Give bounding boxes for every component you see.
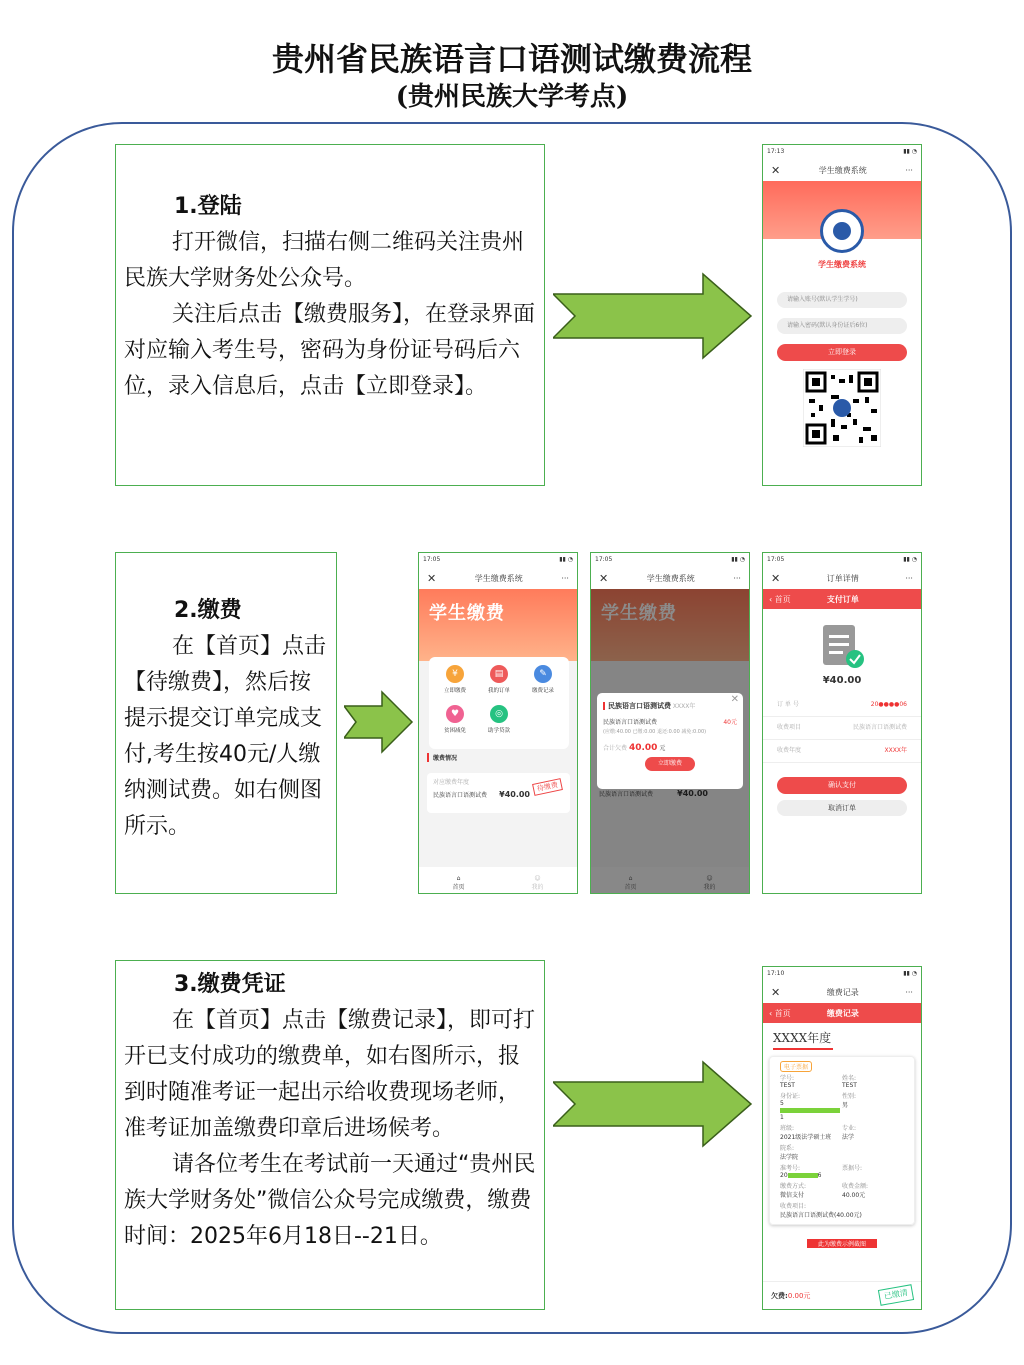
total-amount: 40.00 [628, 743, 658, 753]
heart-icon: ♥ [446, 705, 464, 723]
pending-fee-card[interactable] [427, 773, 570, 813]
fee-item: 民族语言口语测试费 [433, 792, 488, 799]
owe-value: 0.00元 [787, 1292, 811, 1300]
step-3-box [115, 960, 545, 1310]
phone-home-screenshot [418, 552, 578, 894]
tab-mine[interactable]: ☺ 我的 [498, 867, 577, 893]
fee-amount: ¥40.00 [499, 790, 530, 799]
close-icon[interactable]: ✕ [599, 571, 609, 585]
menu-poverty-relief[interactable]: ♥ 贫困减免 [433, 703, 477, 743]
order-row: 收费项目 民族语言口语测试费 [763, 717, 921, 740]
menu-student-loan[interactable]: ◎ 助学贷款 [477, 703, 521, 743]
popup-item: 民族语言口语测试费 [603, 719, 658, 726]
ticket-tag: 电子票据 [780, 1061, 812, 1072]
status-icons: ▮▮ ◔ [903, 970, 917, 977]
popup-year: XXXX年 [672, 703, 696, 710]
nav-title: 缴费记录 [826, 987, 859, 997]
tab-bar [591, 867, 749, 893]
home-menu [429, 657, 569, 749]
logo-inner-icon [833, 222, 851, 240]
more-icon[interactable]: ··· [561, 573, 569, 583]
tab-mine[interactable]: ☺ 我的 [670, 867, 749, 893]
cancel-order-button[interactable]: 取消订单 [777, 800, 907, 816]
receipt-row: 准考号: 20 6 票据号: [780, 1165, 863, 1179]
redaction-bar [788, 1173, 818, 1178]
phone-login-screenshot [762, 144, 922, 486]
status-icons: ▮▮ ◔ [731, 556, 745, 563]
record-year: XXXX年度 [773, 1031, 832, 1045]
home-icon: ⌂ [456, 875, 461, 882]
step-2-para-1: 在【首页】点击【待缴费】，然后按提示提交订单完成支付,考生按40元/人缴纳测试费。如右侧图所示。 [124, 634, 327, 839]
fee-row-bg: 民族语言口语测试费 ¥40.00 [599, 789, 708, 798]
pending-year-label: 对应缴费年度 [433, 779, 470, 786]
receipt-row: 院系: 法学院 [780, 1145, 799, 1161]
close-icon[interactable]: ✕ [771, 571, 781, 585]
login-button[interactable]: 立即登录 [777, 344, 907, 361]
banner-text: 学生缴费 [601, 603, 677, 624]
pending-stamp: 待缴费 [532, 778, 563, 796]
receipt-row: 班级: 2021级法学硕士班 专业: 法学 [780, 1125, 857, 1141]
status-time: 17:05 [423, 556, 441, 563]
sample-label: 此为缴费示例截图 [807, 1239, 877, 1248]
arrow-icon [553, 272, 753, 360]
more-icon[interactable]: ··· [905, 573, 913, 583]
step-3-para-1: 在【首页】点击【缴费记录】，即可打开已支付成功的缴费单，如右图所示，报到时随准考证一起出示给收费现场老师，准考证加盖缴费印章后进场候考。 [124, 1008, 536, 1141]
password-input[interactable]: 请输入密码(默认身份证后6位) [777, 318, 907, 334]
order-amount: ¥40.00 [822, 675, 862, 686]
user-icon: ☺ [706, 875, 713, 882]
school-logo [820, 209, 864, 253]
phone-order-screenshot [762, 552, 922, 894]
owe-label: 欠费: [771, 1292, 788, 1300]
total-label: 合计欠费 [603, 745, 628, 752]
user-icon: ☺ [534, 875, 541, 882]
arrow-icon [553, 1060, 753, 1148]
back-button[interactable]: ‹ 首页 [769, 1008, 791, 1018]
year-underline [773, 1048, 833, 1050]
step-2-box [115, 552, 337, 894]
tab-bar [419, 867, 577, 893]
home-icon: ⌂ [628, 875, 633, 882]
popup-title: 民族语言口语测试费 [603, 702, 671, 710]
popup-detail: (应缴:40.00 已缴:0.00 退还:0.00 减免:0.00) [603, 729, 707, 735]
step-1-para-2: 关注后点击【缴费服务】，在登录界面对应输入考生号，密码为身份证号码后六位，录入信息后，点击【立即登录】。 [124, 302, 536, 399]
receipt-card[interactable] [769, 1056, 915, 1225]
phone-record-screenshot [762, 966, 922, 1310]
popup-close-icon[interactable]: ✕ [730, 694, 739, 705]
page-subtitle: (贵州民族大学考点) [395, 82, 629, 112]
loan-icon: ◎ [490, 705, 508, 723]
step-1-box [115, 144, 545, 486]
order-row: 订 单 号 20●●●●06 [763, 694, 921, 717]
step-3-heading: 3.缴费凭证 [174, 972, 286, 997]
section-title: 缴费情况 [427, 753, 457, 762]
menu-payment-records[interactable]: ✎ 缴费记录 [521, 663, 565, 703]
step-2-heading: 2.缴费 [174, 598, 242, 623]
back-button[interactable]: ‹ 首页 [769, 594, 791, 604]
total-unit: 元 [659, 745, 666, 752]
status-time: 17:05 [767, 556, 785, 563]
status-icons: ▮▮ ◔ [903, 148, 917, 155]
owe-footer [763, 1281, 921, 1309]
status-time: 17:13 [767, 148, 785, 155]
pay-now-button[interactable]: 立即缴费 [645, 757, 695, 771]
order-row: 收费年度 XXXX年 [763, 740, 921, 763]
more-icon[interactable]: ··· [905, 987, 913, 997]
order-icon: ▤ [490, 665, 508, 683]
close-icon[interactable]: ✕ [771, 985, 781, 999]
nav-title: 学生缴费系统 [474, 573, 523, 583]
popup-item-amount: 40元 [723, 719, 737, 726]
arrow-icon [344, 690, 414, 754]
tab-home[interactable]: ⌂ 首页 [419, 867, 498, 893]
status-time: 17:10 [767, 970, 785, 977]
bill-check-icon [817, 619, 867, 673]
record-icon: ✎ [534, 665, 552, 683]
status-icons: ▮▮ ◔ [903, 556, 917, 563]
status-icons: ▮▮ ◔ [559, 556, 573, 563]
menu-my-orders[interactable]: ▤ 我的订单 [477, 663, 521, 703]
confirm-pay-button[interactable]: 确认支付 [777, 777, 907, 794]
step-3-para-2: 请各位考生在考试前一天通过“贵州民族大学财务处”微信公众号完成缴费，缴费时间：2025年6月18日--21日。 [124, 1152, 536, 1249]
redaction-bar [780, 1108, 840, 1113]
account-input[interactable]: 请输入账号(默认学生学号) [777, 292, 907, 308]
payment-popup [597, 693, 743, 789]
status-time: 17:05 [595, 556, 613, 563]
page-title: 贵州省民族语言口语测试缴费流程 [271, 40, 752, 78]
system-name: 学生缴费系统 [818, 260, 866, 269]
step-1-para-1: 打开微信，扫描右侧二维码关注贵州民族大学财务处公众号。 [124, 230, 525, 291]
more-icon[interactable]: ··· [905, 165, 913, 175]
receipt-row: 身份证: 51 性别: 男 [780, 1093, 857, 1121]
home-banner [419, 589, 577, 661]
nav-title: 学生缴费系统 [646, 573, 695, 583]
bar-title: 支付订单 [826, 594, 859, 604]
banner-text: 学生缴费 [429, 603, 505, 624]
more-icon[interactable]: ··· [733, 573, 741, 583]
phone-popup-screenshot [590, 552, 750, 894]
tab-home[interactable]: ⌂ 首页 [591, 867, 670, 893]
paid-stamp: 已缴清 [878, 1284, 914, 1306]
close-icon[interactable]: ✕ [771, 163, 781, 177]
receipt-row: 学号: TEST 姓名: TEST [780, 1075, 857, 1089]
qr-code-icon [803, 369, 881, 447]
receipt-row: 收费项目: 民族语言口语测试费(40.00元) [780, 1203, 862, 1219]
close-icon[interactable]: ✕ [427, 571, 437, 585]
nav-title: 学生缴费系统 [818, 165, 867, 175]
menu-pay-now[interactable]: ¥ 立即缴费 [433, 663, 477, 703]
pay-icon: ¥ [446, 665, 464, 683]
receipt-row: 缴费方式: 微信支付 收费金额: 40.00元 [780, 1183, 869, 1199]
nav-title: 订单详情 [826, 573, 859, 583]
step-1-heading: 1.登陆 [174, 194, 242, 219]
bar-title: 缴费记录 [826, 1008, 859, 1018]
